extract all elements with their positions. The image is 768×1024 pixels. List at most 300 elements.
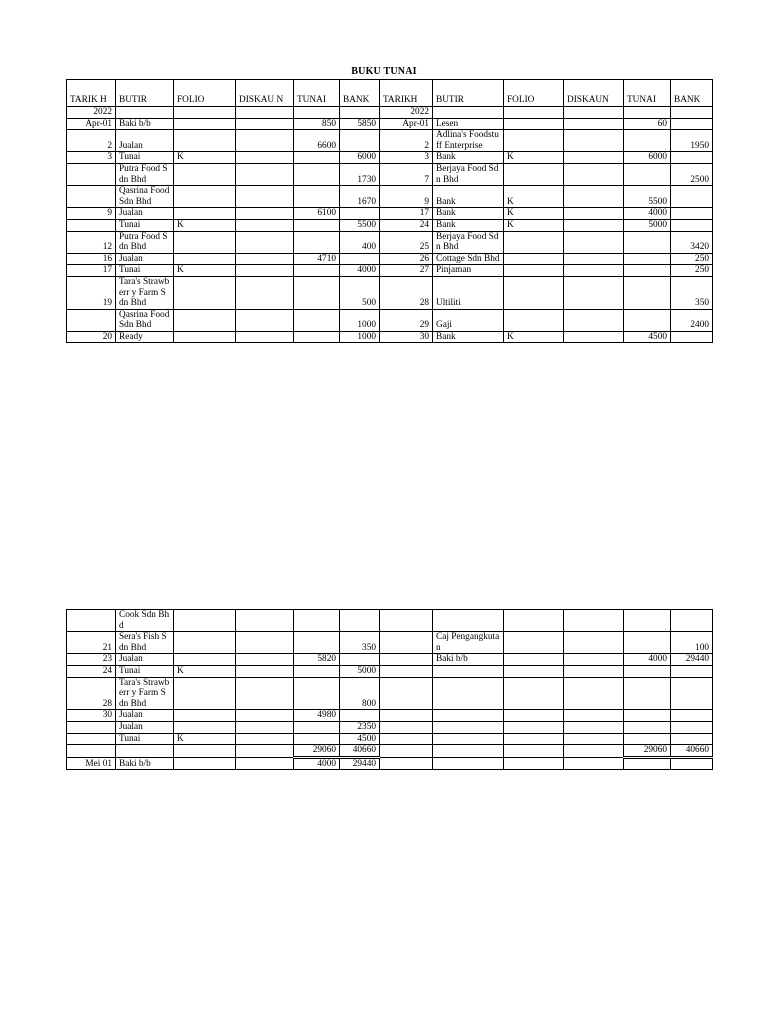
cell-date: 9 [67,208,116,220]
cell-folio-cr [504,309,564,331]
cell-folio [174,309,236,331]
header-folio-cr: FOLIO [504,80,564,107]
cell-bank [340,654,380,666]
cell-cash: 4000 [294,757,340,770]
cell-date-cr: 27 [380,265,433,277]
cell-discount-cr [564,130,624,152]
cell-particulars-cr: Ultiliti [433,276,504,309]
cell-cash-cr [624,710,671,722]
cell-cash-cr [624,733,671,745]
cell-folio: K [174,665,236,677]
cell-folio: K [174,733,236,745]
cell-folio-cr: K [504,186,564,208]
table-row [67,208,713,220]
cell-folio [174,721,236,733]
cell-discount-cr [564,733,624,745]
cell-particulars-cr [433,733,504,745]
table-row [67,219,713,231]
cell-bank-cr: 350 [671,276,713,309]
cell-particulars: Putra Food Sdn Bhd [116,231,174,253]
cell-discount [236,331,294,343]
cell-cash [294,152,340,164]
cell-folio-cr [504,665,564,677]
cell-discount [236,208,294,220]
cell-bank: 1000 [340,309,380,331]
header-date-cr: TARIKH [380,80,433,107]
cell-folio-cr [504,253,564,265]
cell-date-cr: 17 [380,208,433,220]
cell-date-cr: 30 [380,331,433,343]
table-row [67,654,713,666]
cell-date [67,733,116,745]
cell-bank-cr [671,757,713,770]
cell-particulars: Putra Food Sdn Bhd [116,163,174,185]
table-row [67,276,713,309]
cell-date-cr [380,610,433,632]
cell-folio [174,745,236,758]
cell-bank: 6000 [340,152,380,164]
cell-folio [174,107,236,119]
cell-folio [174,610,236,632]
cell-date-cr: 9 [380,186,433,208]
cell-folio-cr [504,632,564,654]
table-row [67,107,713,119]
cell-bank: 4500 [340,733,380,745]
cell-particulars-cr: Bank [433,152,504,164]
cell-discount [236,710,294,722]
cell-discount-cr [564,632,624,654]
table-row [67,677,713,710]
cell-date-cr: 29 [380,309,433,331]
cash-book-table-2 [66,609,713,770]
cell-folio [174,331,236,343]
cell-cash [294,665,340,677]
cell-folio [174,757,236,770]
header-cash-cr: TUNAI [624,80,671,107]
cell-discount-cr [564,710,624,722]
cell-cash-cr [624,677,671,710]
cell-date: 19 [67,276,116,309]
cell-particulars-cr [433,677,504,710]
cell-bank: 4000 [340,265,380,277]
cell-particulars-cr: Cottage Sdn Bhd [433,253,504,265]
cell-cash [294,219,340,231]
header-row [67,80,713,107]
cell-bank [340,208,380,220]
cell-discount-cr [564,331,624,343]
cell-discount [236,276,294,309]
cell-particulars: Sera's Fish Sdn Bhd [116,632,174,654]
table-row [67,665,713,677]
table-row [67,721,713,733]
cell-folio [174,163,236,185]
cell-discount [236,757,294,770]
cell-discount [236,107,294,119]
cell-cash-cr: 29060 [624,745,671,758]
cell-particulars-cr [433,757,504,770]
cell-date-cr [380,733,433,745]
cell-bank-cr [671,665,713,677]
cell-date: 3 [67,152,116,164]
cell-date-cr [380,677,433,710]
cell-date-cr: 24 [380,219,433,231]
cell-discount-cr [564,265,624,277]
table-row [67,632,713,654]
cell-discount-cr [564,219,624,231]
cell-date-cr [380,721,433,733]
cell-cash [294,309,340,331]
cell-particulars: Qasrina Food Sdn Bhd [116,186,174,208]
cell-cash [294,721,340,733]
cell-cash-cr [624,665,671,677]
cell-date-cr: 3 [380,152,433,164]
cell-particulars-cr: Bank [433,219,504,231]
table-row [67,186,713,208]
cell-folio [174,632,236,654]
cell-date: Mei 01 [67,757,116,770]
cell-date-cr [380,745,433,758]
cell-bank: 29440 [340,757,380,770]
cell-bank-cr: 250 [671,253,713,265]
cell-particulars-cr [433,665,504,677]
cell-folio: K [174,265,236,277]
cell-folio [174,186,236,208]
cell-folio-cr [504,757,564,770]
table-row [67,231,713,253]
cell-folio-cr [504,276,564,309]
cell-particulars: Tara's Strawberr y Farm Sdn Bhd [116,276,174,309]
cell-discount-cr [564,721,624,733]
table-row [67,265,713,277]
header-bank-cr: BANK [671,80,713,107]
cell-folio: K [174,219,236,231]
cell-particulars: Jualan [116,253,174,265]
cell-date [67,219,116,231]
cell-cash-cr: 60 [624,118,671,130]
cell-date-cr: 2022 [380,107,433,119]
cell-folio [174,677,236,710]
cell-bank: 350 [340,632,380,654]
cell-date: 2 [67,130,116,152]
cell-cash: 850 [294,118,340,130]
cell-discount [236,231,294,253]
cell-discount [236,163,294,185]
cell-date [67,186,116,208]
cell-bank: 1730 [340,163,380,185]
table-row [67,710,713,722]
cell-particulars: Tunai [116,733,174,745]
cell-cash-cr: 5500 [624,186,671,208]
cell-cash-cr: 4000 [624,208,671,220]
cell-folio-cr [504,107,564,119]
cell-discount-cr [564,107,624,119]
cell-particulars-cr: Pinjaman [433,265,504,277]
cell-bank: 2350 [340,721,380,733]
cell-bank-cr [671,331,713,343]
cell-folio: K [174,152,236,164]
cell-discount [236,733,294,745]
cell-date [67,309,116,331]
header-date: TARIK H [67,80,116,107]
cell-folio-cr [504,163,564,185]
cell-cash [294,331,340,343]
cell-bank-cr [671,186,713,208]
cell-discount-cr [564,118,624,130]
cell-date [67,745,116,758]
cell-bank: 1000 [340,331,380,343]
cell-discount [236,654,294,666]
cell-folio [174,208,236,220]
cell-discount [236,118,294,130]
cell-particulars: Ready [116,331,174,343]
cell-discount-cr [564,186,624,208]
cell-particulars: Tunai [116,665,174,677]
cell-folio-cr [504,265,564,277]
cell-date: 12 [67,231,116,253]
cell-cash [294,610,340,632]
cell-date-cr: 7 [380,163,433,185]
cell-folio-cr [504,710,564,722]
cell-bank-cr: 2500 [671,163,713,185]
cell-discount-cr [564,677,624,710]
cell-cash-cr [624,253,671,265]
cell-folio-cr [504,130,564,152]
cell-bank-cr: 250 [671,265,713,277]
cell-date: 30 [67,710,116,722]
cell-cash-cr [624,130,671,152]
cell-discount [236,610,294,632]
cell-cash: 5820 [294,654,340,666]
cell-discount-cr [564,253,624,265]
cell-cash [294,632,340,654]
table-row [67,118,713,130]
cell-particulars: Tunai [116,219,174,231]
cell-date: 21 [67,632,116,654]
cell-date: 24 [67,665,116,677]
cell-bank-cr: 29440 [671,654,713,666]
cell-particulars-cr [433,610,504,632]
cell-bank: 1670 [340,186,380,208]
cell-date-cr: 2 [380,130,433,152]
cell-particulars-cr: Bank [433,331,504,343]
cell-particulars-cr [433,721,504,733]
cell-discount [236,632,294,654]
table-row [67,163,713,185]
table-row [67,309,713,331]
cell-discount-cr [564,745,624,758]
cell-discount [236,665,294,677]
cell-date [67,610,116,632]
cell-folio [174,710,236,722]
cell-particulars-cr: Gaji [433,309,504,331]
cell-date-cr: 26 [380,253,433,265]
cell-date [67,721,116,733]
cell-discount-cr [564,276,624,309]
cell-date: 16 [67,253,116,265]
header-cash: TUNAI [294,80,340,107]
cell-bank-cr [671,733,713,745]
cell-bank [340,610,380,632]
cell-cash [294,265,340,277]
cell-folio-cr: K [504,331,564,343]
cell-particulars: Tara's Strawberr y Farm Sdn Bhd [116,677,174,710]
cell-discount [236,219,294,231]
cell-bank-cr [671,721,713,733]
cell-cash [294,163,340,185]
cell-bank-cr [671,710,713,722]
cell-folio-cr: K [504,152,564,164]
cell-discount-cr [564,152,624,164]
table-row [67,757,713,770]
header-discount: DISKAU N [236,80,294,107]
cell-folio-cr: K [504,219,564,231]
cell-cash-cr: 6000 [624,152,671,164]
cell-cash-cr [624,265,671,277]
cell-particulars-cr: Berjaya Food Sdn Bhd [433,231,504,253]
cell-folio-cr [504,721,564,733]
cell-discount-cr [564,757,624,770]
cell-bank: 800 [340,677,380,710]
cell-cash-cr [624,276,671,309]
cell-particulars: Tunai [116,152,174,164]
cell-bank-cr [671,152,713,164]
header-particulars-cr: BUTIR [433,80,504,107]
cell-date: 28 [67,677,116,710]
cell-bank [340,710,380,722]
cell-date: 2022 [67,107,116,119]
cell-bank-cr [671,107,713,119]
cell-date-cr [380,665,433,677]
cell-discount [236,186,294,208]
table-row [67,610,713,632]
cell-particulars: Jualan [116,721,174,733]
cell-discount-cr [564,208,624,220]
cell-cash-cr [624,610,671,632]
cell-cash [294,677,340,710]
cell-date-cr: 28 [380,276,433,309]
cell-particulars-cr: Adlina's Foodstuff Enterprise [433,130,504,152]
cell-cash [294,186,340,208]
cell-particulars-cr: Caj Pengangkuta n [433,632,504,654]
cell-bank [340,130,380,152]
cell-particulars-cr [433,710,504,722]
cell-cash-cr: 4500 [624,331,671,343]
cell-bank [340,253,380,265]
cell-cash: 4980 [294,710,340,722]
cell-particulars-cr: Lesen [433,118,504,130]
table-row [67,152,713,164]
cell-bank: 5500 [340,219,380,231]
cell-particulars: Baki b/b [116,757,174,770]
cell-date [67,163,116,185]
cell-discount-cr [564,654,624,666]
cell-cash-cr: 4000 [624,654,671,666]
page-title: BUKU TUNAI [351,66,417,77]
cell-folio-cr [504,745,564,758]
cash-book-table-1 [66,79,713,343]
cell-discount [236,721,294,733]
cell-particulars-cr: Bank [433,186,504,208]
cell-bank-cr: 2400 [671,309,713,331]
cell-date: Apr-01 [67,118,116,130]
cell-discount-cr [564,309,624,331]
cell-date-cr [380,654,433,666]
cell-particulars: Tunai [116,265,174,277]
header-folio: FOLIO [174,80,236,107]
cell-bank [340,107,380,119]
cell-particulars: Jualan [116,710,174,722]
cell-folio-cr [504,733,564,745]
cell-particulars: Qasrina Food Sdn Bhd [116,309,174,331]
cell-folio [174,253,236,265]
cell-cash [294,107,340,119]
cell-cash: 6600 [294,130,340,152]
cell-date-cr: Apr-01 [380,118,433,130]
cell-particulars: Jualan [116,130,174,152]
cell-bank-cr: 1950 [671,130,713,152]
cell-cash-cr [624,163,671,185]
cell-discount [236,265,294,277]
cell-cash-cr [624,309,671,331]
cell-cash [294,231,340,253]
cell-discount [236,130,294,152]
cell-particulars: Jualan [116,208,174,220]
cell-folio [174,118,236,130]
cell-cash-cr [624,231,671,253]
cell-date-cr [380,710,433,722]
cell-bank-cr [671,219,713,231]
cell-cash-cr [624,757,671,770]
cell-date-cr [380,632,433,654]
table-row [67,733,713,745]
cell-bank-cr: 100 [671,632,713,654]
cell-cash: 4710 [294,253,340,265]
cell-discount-cr [564,665,624,677]
cell-bank: 400 [340,231,380,253]
header-bank: BANK [340,80,380,107]
cell-bank-cr [671,677,713,710]
cell-bank-cr: 40660 [671,745,713,758]
table-row [67,745,713,758]
cell-bank: 5850 [340,118,380,130]
cell-discount [236,745,294,758]
cell-folio-cr [504,231,564,253]
cell-particulars: Cook Sdn Bhd [116,610,174,632]
cell-folio-cr [504,118,564,130]
cell-cash-cr: 5000 [624,219,671,231]
cell-discount-cr [564,163,624,185]
cell-date: 20 [67,331,116,343]
cell-date-cr: 25 [380,231,433,253]
cell-particulars-cr: Baki b/b [433,654,504,666]
cell-bank-cr [671,118,713,130]
cell-folio [174,231,236,253]
cell-discount [236,152,294,164]
cell-cash [294,733,340,745]
cell-folio-cr [504,654,564,666]
cell-particulars: Baki b/b [116,118,174,130]
table-row [67,331,713,343]
cell-cash-cr [624,632,671,654]
cell-particulars-cr: Berjaya Food Sdn Bhd [433,163,504,185]
cell-discount-cr [564,231,624,253]
cell-folio-cr [504,610,564,632]
cell-cash [294,276,340,309]
header-particulars: BUTIR [116,80,174,107]
cell-folio [174,276,236,309]
cell-folio-cr [504,677,564,710]
header-discount-cr: DISKAUN [564,80,624,107]
